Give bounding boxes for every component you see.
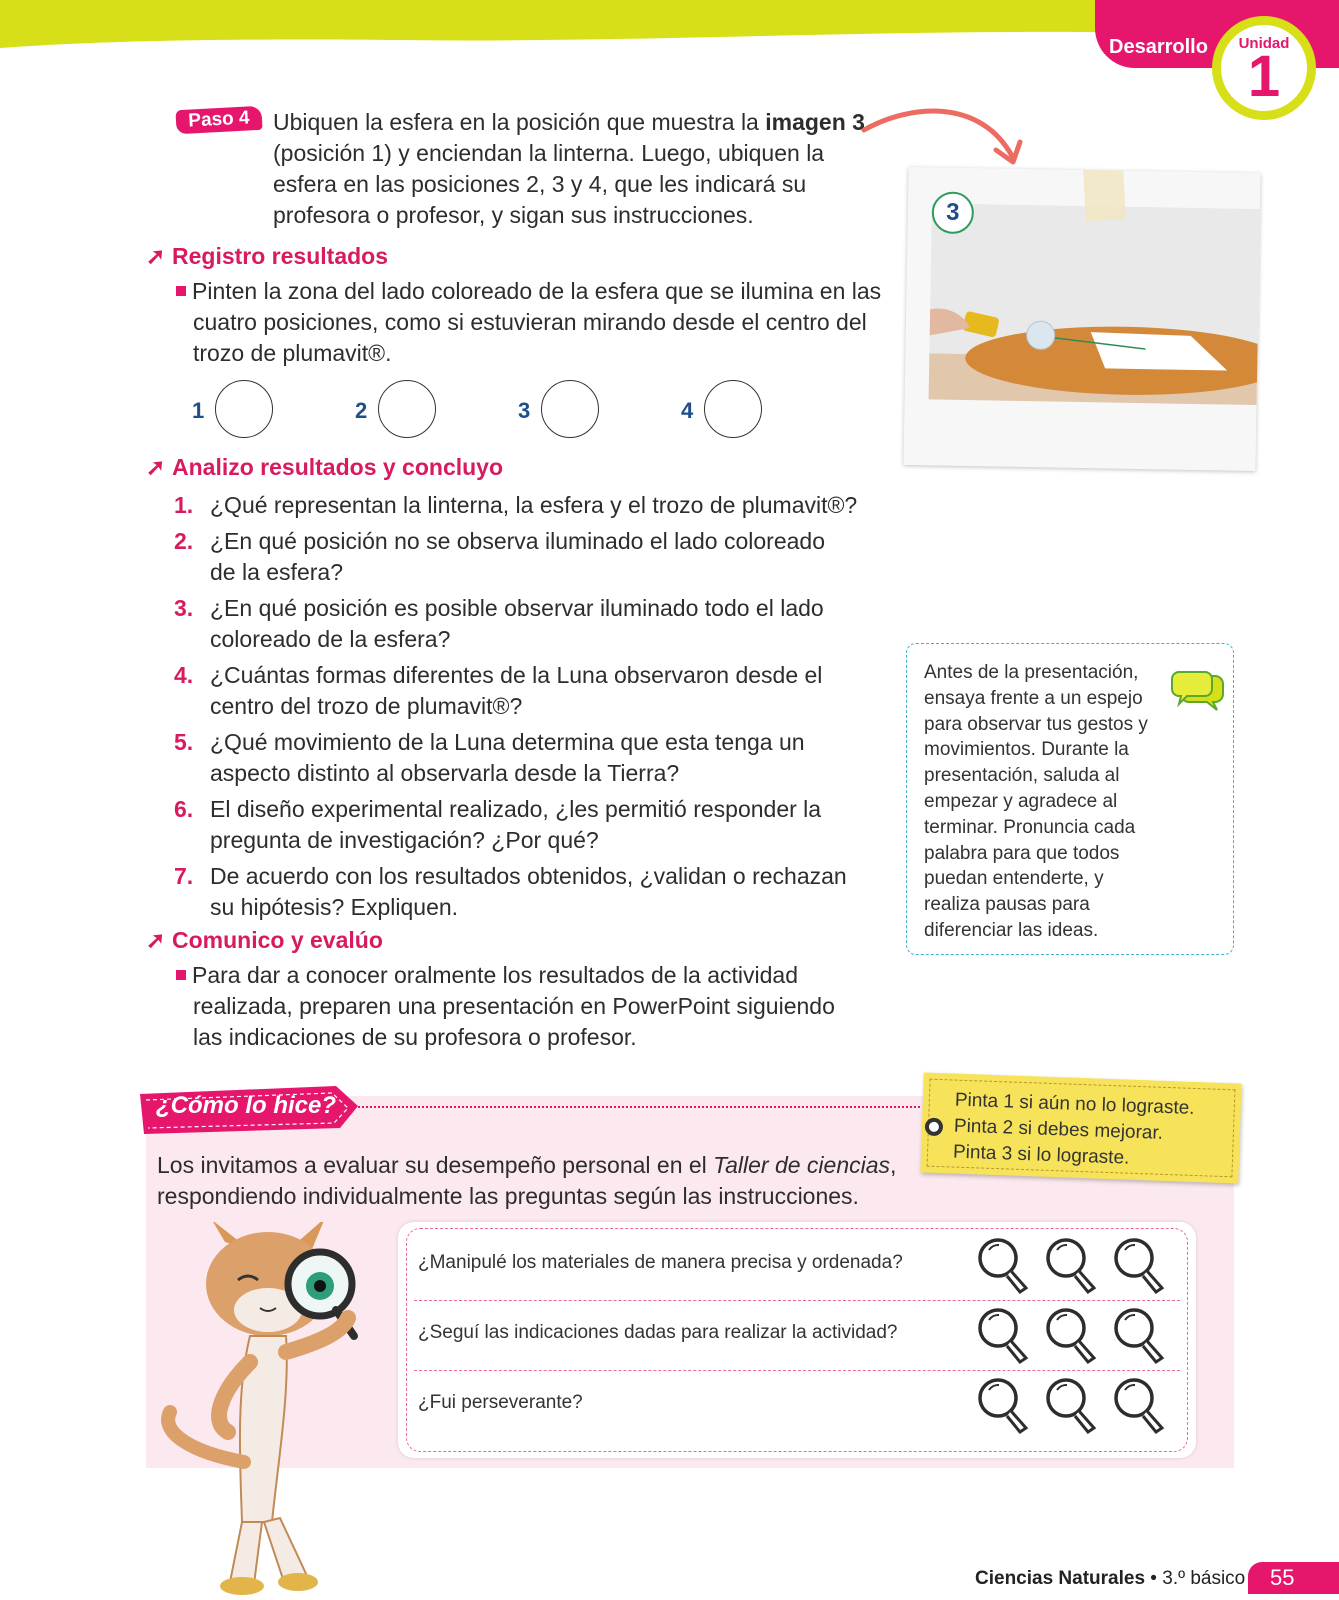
comunico-bullet: Para dar a conocer oralmente los resultados de la actividad realizada, preparen una presentación en PowerPoint siguiendo las indicaciones de su profesora o profesor. xyxy=(176,960,863,1053)
position-circle[interactable] xyxy=(378,380,436,438)
unit-number: 1 xyxy=(1247,44,1281,109)
curved-arrow-icon xyxy=(860,98,1040,178)
self-eval-table xyxy=(398,1222,1196,1458)
eval-question: ¿Fui perseverante? xyxy=(418,1392,583,1413)
registro-title: ➚ Registro resultados xyxy=(146,243,388,269)
eval-question: ¿Seguí las indicaciones dadas para realizar la actividad? xyxy=(418,1322,898,1343)
question-item: 5. ¿Qué movimiento de la Luna determina que esta tenga un aspecto distinto al observarla desde la Tierra? xyxy=(174,729,805,786)
puma-mascot-illustration xyxy=(150,1222,390,1600)
magnifier-icon-3[interactable] xyxy=(1110,1374,1170,1436)
arrow-icon: ➚ xyxy=(146,927,166,953)
magnifier-icon-1[interactable] xyxy=(974,1374,1034,1436)
position-label: 1 xyxy=(192,398,205,423)
magnifier-icon-3[interactable] xyxy=(1110,1304,1170,1366)
self-eval-intro: Los invitamos a evaluar su desempeño personal en el Taller de ciencias, respondiendo individualmente las preguntas según las instrucciones. xyxy=(157,1152,897,1209)
question-item: 6. El diseño experimental realizado, ¿les permitió responder la pregunta de investigación? ¿Por qué? xyxy=(174,796,822,853)
position-circle[interactable] xyxy=(704,380,762,438)
paso-text: Ubiquen la esfera en la posición que muestra la imagen 3 (posición 1) y enciendan la linterna. Luego, ubiquen la esfera en las posiciones 2, 3 y 4, que les indicará su profesora o profesor, y sigan sus instrucciones. xyxy=(273,109,865,228)
experiment-photo xyxy=(903,167,1260,471)
eval-row xyxy=(406,1300,1188,1370)
footer-subject: Ciencias Naturales • 3.º básico xyxy=(975,1568,1246,1589)
position-label: 4 xyxy=(681,398,694,423)
arrow-icon: ➚ xyxy=(146,454,166,480)
analizo-questions xyxy=(174,490,874,928)
eval-question: ¿Manipulé los materiales de manera precisa y ordenada? xyxy=(418,1252,903,1273)
section-tag: Desarrollo xyxy=(1095,0,1339,68)
tip-text: Antes de la presentación, ensaya frente a un espejo para observar tus gestos y movimientos. Durante la presentación, saluda al empezar y agradece al terminar. Pronuncia cada palabra para que todos puedan entenderte, y realiza pausas para diferenciar las ideas. xyxy=(924,662,1148,941)
comunico-title: ➚ Comunico y evalúo xyxy=(146,927,383,953)
photo-number-badge: 3 xyxy=(931,191,974,234)
magnifier-icon-1[interactable] xyxy=(974,1304,1034,1366)
position-label: 2 xyxy=(355,398,368,423)
instructions-note: Pinta 1 si aún no lo lograste. Pinta 2 si debes mejorar. Pinta 3 si lo lograste. xyxy=(920,1072,1241,1183)
magnifier-icon-2[interactable] xyxy=(1042,1374,1102,1436)
magnifier-icon-2[interactable] xyxy=(1042,1234,1102,1296)
magnifier-icon-1[interactable] xyxy=(974,1234,1034,1296)
arrow-icon: ➚ xyxy=(146,243,166,269)
question-item: 7. De acuerdo con los resultados obtenidos, ¿validan o rechazan su hipótesis? Expliquen. xyxy=(174,863,847,920)
question-item: 3. ¿En qué posición es posible observar iluminado todo el lado coloreado de la esfera? xyxy=(174,595,824,652)
como-lo-hice-tag: ¿Cómo lo hice? xyxy=(140,1086,360,1134)
speech-bubbles-icon xyxy=(1171,670,1227,714)
analizo-title: ➚ Analizo resultados y concluyo xyxy=(146,454,504,480)
unit-badge xyxy=(1212,16,1316,120)
tip-box xyxy=(906,643,1234,955)
magnifier-icon-2[interactable] xyxy=(1042,1304,1102,1366)
question-item: 4. ¿Cuántas formas diferentes de la Luna observaron desde el centro del trozo de plumavit®? xyxy=(174,662,823,719)
paso-badge: Paso 4 xyxy=(175,106,262,134)
unit-label: Unidad xyxy=(1238,35,1290,52)
question-item: 2. ¿En qué posición no se observa iluminado el lado coloreado de la esfera? xyxy=(174,528,826,585)
question-item: 1. ¿Qué representan la linterna, la esfera y el trozo de plumavit®? xyxy=(174,492,858,518)
magnifier-icon-3[interactable] xyxy=(1110,1234,1170,1296)
bullet-icon xyxy=(176,970,186,980)
position-label: 3 xyxy=(518,398,531,423)
dotted-divider xyxy=(350,1106,920,1108)
eval-row xyxy=(406,1230,1188,1300)
bullet-icon xyxy=(176,286,186,296)
position-circle[interactable] xyxy=(215,380,273,438)
position-circle[interactable] xyxy=(541,380,599,438)
eval-row xyxy=(406,1370,1188,1440)
registro-bullet: Pinten la zona del lado coloreado de la esfera que se ilumina en las cuatro posiciones, como si estuvieran mirando desde el centro del trozo de plumavit®. xyxy=(176,276,893,369)
page-number: 55 xyxy=(1248,1562,1339,1594)
